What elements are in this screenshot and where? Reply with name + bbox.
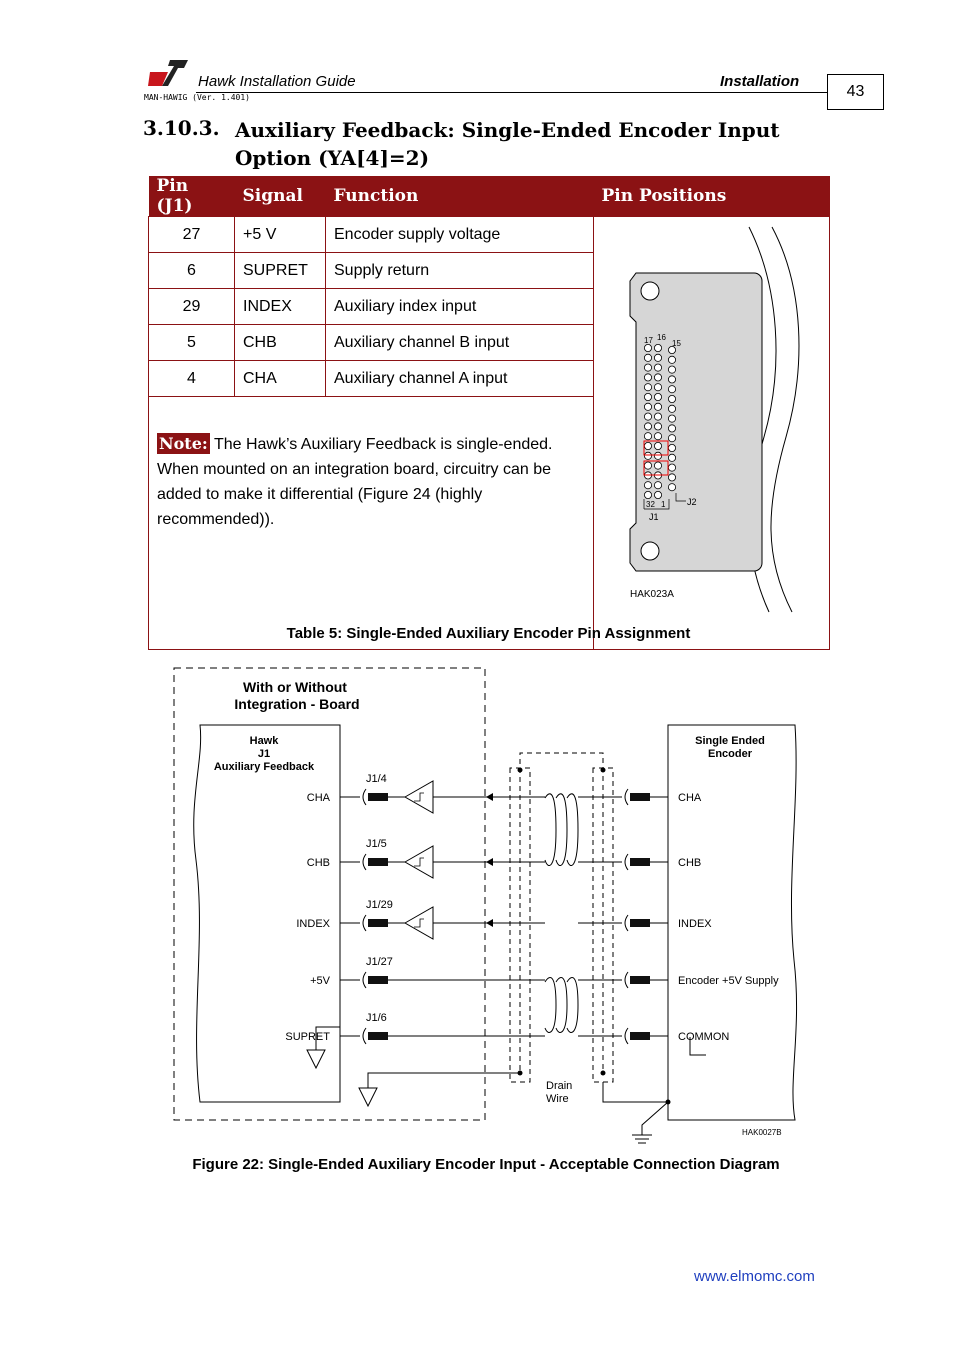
hawk-signal-label: INDEX — [296, 918, 330, 930]
pin-hole — [668, 484, 675, 491]
hawk-j1-label: J1 — [257, 748, 271, 760]
connector-cell — [594, 217, 830, 650]
schmitt-buffer-icon — [405, 781, 433, 813]
encoder-label-1: Single Ended — [695, 735, 765, 747]
signal-row — [307, 838, 701, 878]
hawk-signal-label: CHA — [306, 792, 330, 804]
pin-hole — [668, 474, 675, 481]
twisted-pair-bottom — [545, 978, 578, 1033]
pin-hole — [644, 433, 651, 440]
table-row — [149, 217, 830, 253]
mount-hole-top — [641, 282, 659, 300]
function-cell: Auxiliary index input — [326, 289, 594, 325]
pin-hole — [668, 356, 675, 363]
doc-version: MAN-HAWIG (Ver. 1.401) — [144, 93, 250, 102]
signal-cell: CHB — [235, 325, 326, 361]
encoder-signal-label: INDEX — [678, 918, 712, 930]
signal-cell: CHA — [235, 361, 326, 397]
board-title-2: Integration - Board — [234, 696, 360, 712]
col-header-signal: Signal — [235, 176, 326, 217]
hawk-signal-label: CHB — [306, 857, 330, 869]
connection-diagram — [160, 660, 810, 1150]
pin-hole — [654, 403, 661, 410]
pin-hole — [644, 462, 651, 469]
pin-ref-label: J1/5 — [366, 838, 387, 850]
pin-hole — [644, 423, 651, 430]
website-link[interactable]: www.elmomc.com — [694, 1268, 815, 1285]
pin-cell: 4 — [149, 361, 235, 397]
pin-hole — [654, 364, 661, 371]
pin-hole — [644, 344, 651, 351]
pin-ref-label: J1/6 — [366, 1012, 387, 1024]
pin-hole — [654, 344, 661, 351]
connector-pin — [630, 858, 650, 866]
pin-hole — [668, 376, 675, 383]
pin-label-17: 17 — [644, 336, 653, 345]
signal-row — [285, 1012, 729, 1044]
pin-hole — [668, 464, 675, 471]
pin-hole — [654, 384, 661, 391]
pin-hole — [668, 444, 675, 451]
note-label: Note: — [159, 434, 208, 453]
function-cell: Encoder supply voltage — [326, 217, 594, 253]
j1-label: J1 — [649, 512, 659, 522]
pin-hole — [654, 482, 661, 489]
pin-hole — [644, 384, 651, 391]
drain-label-1: Drain — [546, 1080, 573, 1092]
note-text: The Hawk’s Auxiliary Feedback is single-ended. When mounted on an integration board, circuitry can be added to make it differential (Figure 24 (highly recommended)). — [157, 436, 553, 528]
pin-ref-label: J1/29 — [366, 899, 393, 911]
pin-hole — [668, 435, 675, 442]
pin-hole — [644, 452, 651, 459]
signal-rows — [285, 768, 779, 1076]
connector-pin — [630, 976, 650, 984]
pin-hole — [654, 413, 661, 420]
hawk-signal-label: SUPRET — [285, 1031, 330, 1043]
pin-cell: 29 — [149, 289, 235, 325]
connector-diagram — [594, 217, 828, 617]
connector-pin — [630, 793, 650, 801]
encoder-signal-label: COMMON — [678, 1031, 730, 1043]
mount-hole-bottom — [641, 542, 659, 560]
signal-arrow-icon — [486, 919, 493, 927]
pin-label-15: 15 — [672, 339, 681, 348]
diagram-code: HAK0027B — [742, 1128, 782, 1137]
doc-title: Hawk Installation Guide — [198, 73, 356, 90]
pin-hole — [654, 442, 661, 449]
hawk-label: Hawk — [249, 735, 279, 747]
signal-row — [307, 773, 702, 813]
pin-hole — [668, 415, 675, 422]
signal-arrow-icon — [486, 858, 493, 866]
pin-hole — [644, 403, 651, 410]
pin-hole — [654, 462, 661, 469]
pin-hole — [654, 433, 661, 440]
header-rule — [196, 92, 828, 93]
pin-hole — [668, 454, 675, 461]
hawk-signal-label: +5V — [310, 975, 330, 987]
pin-hole — [644, 442, 651, 449]
connector-pin — [368, 793, 388, 801]
signal-arrow-icon — [486, 793, 493, 801]
pin-hole — [654, 374, 661, 381]
board-title-1: With or Without — [243, 679, 347, 695]
ground-symbol-left — [307, 1050, 325, 1068]
connector-pin — [368, 858, 388, 866]
pin-cell: 5 — [149, 325, 235, 361]
schmitt-buffer-icon — [405, 846, 433, 878]
table-caption: Table 5: Single-Ended Auxiliary Encoder Pin Assignment — [286, 625, 691, 642]
encoder-signal-label: CHB — [678, 857, 702, 869]
section-number: 3.10.3. — [143, 116, 220, 140]
pin-hole — [644, 413, 651, 420]
junction-dot — [518, 768, 523, 773]
pin-cell: 6 — [149, 253, 235, 289]
pin-hole — [654, 354, 661, 361]
pin-hole — [668, 366, 675, 373]
pin-hole — [668, 386, 675, 393]
encoder-signal-label: CHA — [678, 792, 702, 804]
pin-hole — [644, 354, 651, 361]
encoder-label-2: Encoder — [707, 748, 753, 760]
pin-label-16: 16 — [657, 333, 666, 342]
signal-cell: INDEX — [235, 289, 326, 325]
function-cell: Auxiliary channel A input — [326, 361, 594, 397]
pin-ref-label: J1/4 — [366, 773, 387, 785]
j2-label: J2 — [687, 497, 697, 507]
pin-hole — [654, 393, 661, 400]
pin-hole — [654, 452, 661, 459]
function-cell: Supply return — [326, 253, 594, 289]
hawk-aux-label: Auxiliary Feedback — [213, 761, 315, 773]
pin-ref-label: J1/27 — [366, 956, 393, 968]
pin-hole — [644, 482, 651, 489]
figure-caption: Figure 22: Single-Ended Auxiliary Encoder Input - Acceptable Connection Diagram — [192, 1156, 780, 1173]
pin-label-32: 32 — [646, 500, 655, 509]
section-name: Installation — [720, 73, 800, 90]
connector-pin — [368, 976, 388, 984]
pin-hole — [644, 393, 651, 400]
function-cell: Auxiliary channel B input — [326, 325, 594, 361]
junction-dot — [601, 1071, 606, 1076]
connector-pin — [630, 1032, 650, 1040]
pin-hole — [644, 364, 651, 371]
pin-table — [148, 176, 830, 650]
pin-hole — [668, 425, 675, 432]
signal-row — [310, 956, 779, 988]
col-header-function: Function — [326, 176, 594, 217]
connector-pin — [630, 919, 650, 927]
junction-dot — [601, 768, 606, 773]
elmo-logo — [148, 58, 190, 88]
col-header-positions: Pin Positions — [594, 176, 830, 217]
signal-cell: SUPRET — [235, 253, 326, 289]
page-number: 43 — [827, 74, 884, 110]
drain-label-2: Wire — [546, 1093, 569, 1105]
earth-symbol — [632, 1135, 652, 1143]
twisted-pair-top — [545, 794, 578, 866]
pin-hole — [644, 374, 651, 381]
signal-cell: +5 V — [235, 217, 326, 253]
connector-pin — [368, 1032, 388, 1040]
signal-row — [296, 899, 712, 939]
pin-hole — [654, 491, 661, 498]
encoder-signal-label: Encoder +5V Supply — [678, 975, 779, 987]
pin-hole — [644, 491, 651, 498]
schmitt-buffer-icon — [405, 907, 433, 939]
pin-hole — [654, 423, 661, 430]
connector-code: HAK023A — [630, 589, 674, 600]
pin-hole — [668, 405, 675, 412]
note-cell — [149, 397, 594, 650]
pin-hole — [668, 395, 675, 402]
section-title: Auxiliary Feedback: Single-Ended Encoder Input Option (YA[4]=2) — [235, 118, 780, 170]
pin-label-1: 1 — [661, 500, 666, 509]
col-header-pin: Pin (J1) — [149, 176, 235, 217]
connector-pin — [368, 919, 388, 927]
pin-cell: 27 — [149, 217, 235, 253]
ground-symbol-chassis — [359, 1088, 377, 1106]
